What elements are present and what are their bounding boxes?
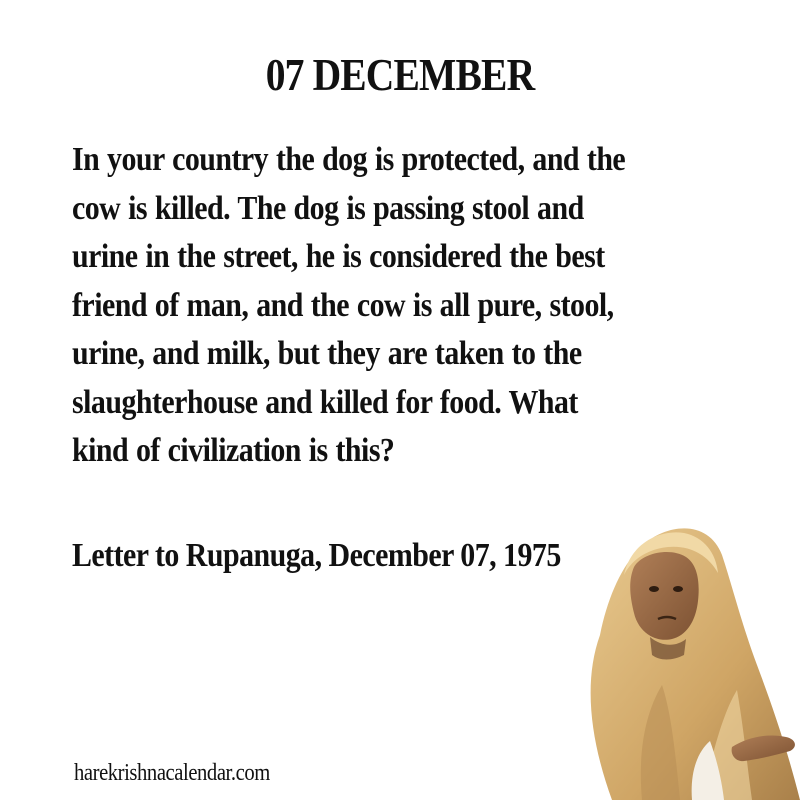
quote-line: cow is killed. The dog is passing stool and <box>72 189 584 227</box>
quote-text <box>72 136 626 476</box>
quote-line: slaughterhouse and killed for food. What <box>72 383 578 421</box>
portrait-image <box>572 515 800 800</box>
quote-line: In your country the dog is protected, and the <box>72 141 626 178</box>
quote-line: friend of man, and the cow is all pure, stool, <box>72 286 614 324</box>
website-url: harekrishnacalendar.com <box>74 760 270 786</box>
page-title: 07 DECEMBER <box>265 49 535 100</box>
eye <box>673 586 683 592</box>
quote-source: Letter to Rupanuga, December 07, 1975 <box>72 537 561 574</box>
quote-line: urine in the street, he is considered the best <box>72 238 605 275</box>
eye <box>649 586 659 592</box>
quote-line: kind of civilization is this? <box>72 432 395 469</box>
face-shape <box>630 552 698 640</box>
quote-line: urine, and milk, but they are taken to the <box>72 335 582 372</box>
